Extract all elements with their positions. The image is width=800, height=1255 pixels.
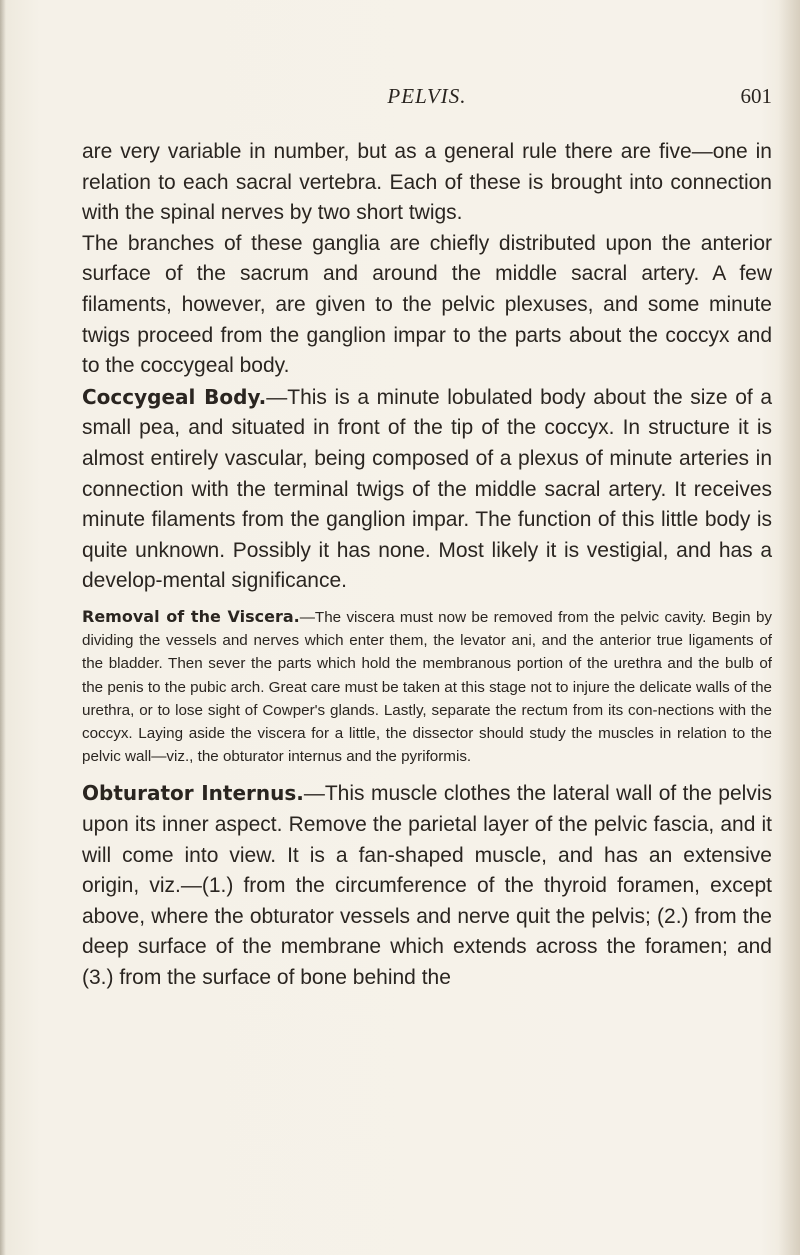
heading-coccygeal-body: Coccygeal Body. bbox=[82, 384, 267, 409]
body-text bbox=[82, 137, 772, 993]
paragraph-ganglia-number: are very variable in number, but as a general rule there are five—one in relation to each sacral vertebra. Each of these is brought into connection with the spinal nerves by two short twigs. bbox=[82, 140, 772, 225]
running-title: PELVIS. bbox=[387, 84, 467, 108]
text-coccygeal-body: —This is a minute lobulated body about the size of a small pea, and situated in front of the tip of the coccyx. In structure it is almost entirely vascular, being composed of a plexus of minute arteries in connection with the terminal twigs of the middle sacral artery. It receives minute filaments from the ganglion impar. The function of this little body is quite unknown. Possibly it has none. Most likely it is vestigial, and has a develop-mental significance. bbox=[82, 385, 773, 593]
paragraph-ganglia-branches: The branches of these ganglia are chiefly distributed upon the anterior surface of the sacrum and around the middle sacral artery. A few filaments, however, are given to the pelvic plexuses, and some minute twigs proceed from the ganglion impar to the parts about the coccyx and to the coccygeal body. bbox=[82, 231, 772, 378]
small-type-section bbox=[82, 605, 772, 768]
heading-obturator-internus: Obturator Internus. bbox=[82, 781, 304, 806]
paragraph-coccygeal-body bbox=[82, 382, 772, 597]
text-removal-viscera: —The viscera must now be removed from the pelvic cavity. Begin by dividing the vessels and nerves which enter them, the levator ani, and the anterior true ligaments of the bladder. Then sever the parts which hold the membranous portion of the urethra and the bulb of the penis to the pubic arch. Great care must be taken at this stage not to injure the delicate walls of the urethra, or to lose sight of Cowper's glands. Lastly, separate the rectum from its con-nections with the coccyx. Laying aside the viscera for a little, the dissector should study the muscles in relation to the pelvic wall—viz., the obturator internus and the pyriformis. bbox=[82, 608, 773, 766]
large-type-section-2 bbox=[82, 778, 772, 993]
text-obturator-internus: —This muscle clothes the lateral wall of the pelvis upon its inner aspect. Remove the parietal layer of the pelvic fascia, and it will come into view. It is a fan-shaped muscle, and has an extensive origin, viz.—(1.) from the circumference of the thyroid foramen, except above, where the obturator vessels and nerve quit the pelvis; (2.) from the deep surface of the membrane which extends across the foramen; and (3.) from the surface of bone behind the bbox=[82, 782, 773, 989]
large-type-section bbox=[82, 137, 772, 597]
binding-shadow bbox=[778, 0, 800, 1255]
paragraph-removal-viscera bbox=[82, 605, 772, 768]
heading-removal-viscera: Removal of the Viscera. bbox=[82, 606, 300, 626]
page-number: 601 bbox=[740, 84, 772, 108]
paragraph-obturator-internus bbox=[82, 778, 772, 993]
page-edge-shadow bbox=[0, 0, 6, 1255]
running-head bbox=[82, 84, 772, 114]
